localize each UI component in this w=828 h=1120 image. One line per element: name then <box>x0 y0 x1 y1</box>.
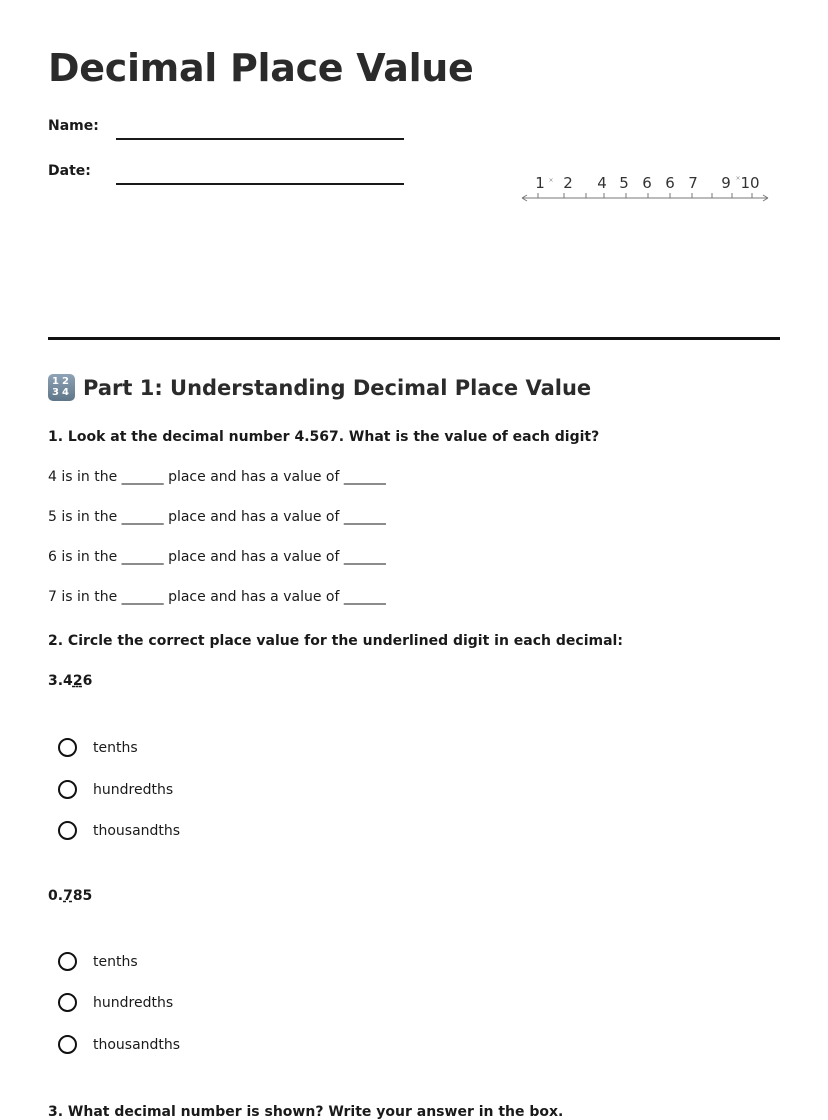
option-label: thousandths <box>93 1036 181 1053</box>
date-field[interactable] <box>116 183 404 185</box>
number-line-image <box>518 168 772 208</box>
number-line-label: 1 <box>535 174 545 192</box>
option-thousandths[interactable] <box>58 1035 180 1054</box>
part1-heading-text: Part 1: Understanding Decimal Place Value <box>83 375 592 400</box>
option-hundredths[interactable] <box>58 780 173 799</box>
date-label: Date: <box>48 163 91 179</box>
option-label: tenths <box>93 739 138 756</box>
option-label: tenths <box>93 953 138 970</box>
underlined-digit: 2 <box>72 673 83 689</box>
number-line-label: 7 <box>688 174 698 192</box>
q1-line-4: 4 is in the ______ place and has a value of ______ <box>48 469 386 485</box>
radio-circle[interactable] <box>58 821 77 840</box>
number-line-label: 6 <box>642 174 652 192</box>
radio-circle[interactable] <box>58 738 77 757</box>
svg-text:×: × <box>735 175 741 182</box>
part1-heading <box>48 374 591 401</box>
decimal-item-1: 3.426 <box>48 673 93 689</box>
option-tenths[interactable] <box>58 952 138 971</box>
radio-circle[interactable] <box>58 780 77 799</box>
option-hundredths[interactable] <box>58 993 173 1012</box>
option-label: thousandths <box>93 822 181 839</box>
underlined-digit: 7 <box>63 888 73 904</box>
radio-circle[interactable] <box>58 1035 77 1054</box>
number-line-label: 9 <box>721 174 731 192</box>
q1-line-6: 6 is in the ______ place and has a value of ______ <box>48 549 386 565</box>
option-thousandths[interactable] <box>58 821 180 840</box>
question-1-prompt: 1. Look at the decimal number 4.567. What is the value of each digit? <box>48 429 600 445</box>
section-divider <box>48 337 780 340</box>
option-label: hundredths <box>93 994 174 1011</box>
name-label: Name: <box>48 118 99 134</box>
option-label: hundredths <box>93 781 174 798</box>
radio-circle[interactable] <box>58 993 77 1012</box>
q1-line-5: 5 is in the ______ place and has a value of ______ <box>48 509 386 525</box>
input-numbers-icon: 1 2 3 4 <box>48 374 75 401</box>
option-tenths[interactable] <box>58 738 138 757</box>
q1-line-7: 7 is in the ______ place and has a value of ______ <box>48 589 386 605</box>
name-field[interactable] <box>116 138 404 140</box>
number-line-label: 6 <box>665 174 675 192</box>
svg-text:×: × <box>548 177 554 184</box>
number-line-label: 4 <box>597 174 607 192</box>
question-2-prompt: 2. Circle the correct place value for the underlined digit in each decimal: <box>48 633 623 649</box>
decimal-item-2: 0.785 <box>48 888 93 904</box>
number-line-label: 5 <box>619 174 629 192</box>
question-3-prompt: 3. What decimal number is shown? Write your answer in the box. <box>48 1104 564 1120</box>
radio-circle[interactable] <box>58 952 77 971</box>
number-line-label: 10 <box>740 174 760 192</box>
page-title: Decimal Place Value <box>48 46 474 90</box>
number-line-label: 2 <box>563 174 573 192</box>
